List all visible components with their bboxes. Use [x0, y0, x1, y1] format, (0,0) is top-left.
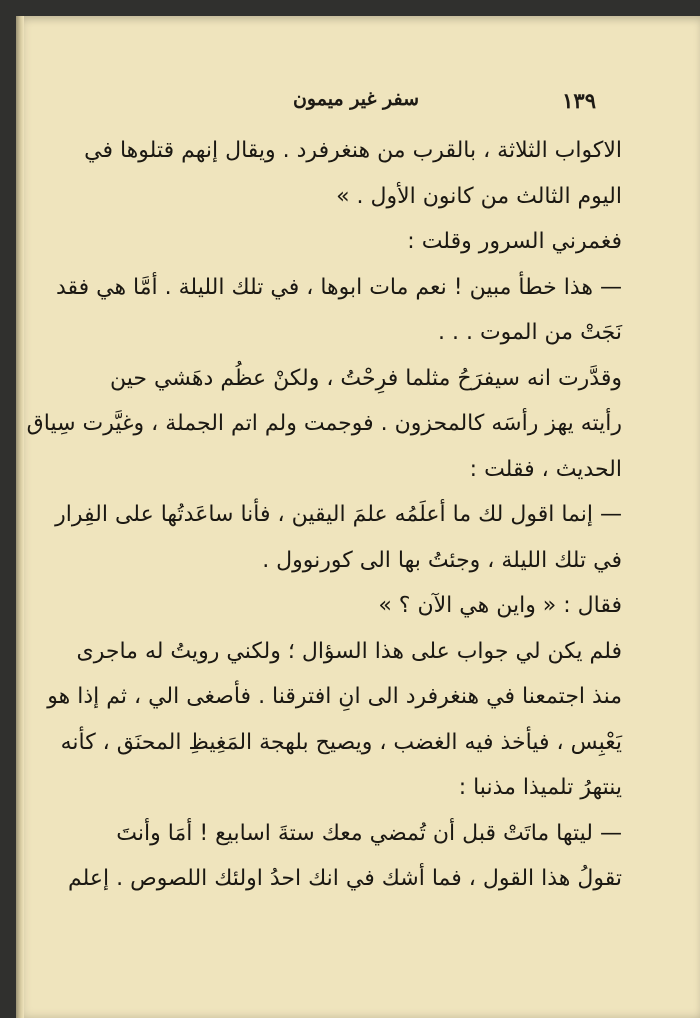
text-line: نَجَتْ من الموت . . . [437, 320, 622, 345]
text-line: في تلك الليلة ، وجئتُ بها الى كورنوول . [262, 547, 622, 573]
page-number: ١٣٩ [562, 88, 596, 113]
text-line: — ليتها ماتَتْ قبل أن تُمضي معك ستةَ اسابيع ! أمَا وأنتَ [116, 820, 622, 846]
text-line: ينتهرُ تلميذا مذنبا : [458, 775, 622, 800]
book-page [16, 16, 700, 1018]
running-title: سفر غير ميمون [292, 88, 420, 110]
text-line: — إنما اقول لك ما أعلَمُه علمَ اليقين ، فأنا ساعَدتُها على الفِرار [55, 502, 622, 527]
text-line: اليوم الثالث من كانون الأول . » [336, 183, 622, 209]
text-line: يَعْبِس ، فيأخذ فيه الغضب ، ويصيح بلهجة المَغِيظِ المحنَق ، كأنه [60, 729, 622, 755]
page-gutter-shadow [16, 16, 24, 1018]
text-line: تقولُ هذا القول ، فما أشك في انك احدُ اولئك اللصوص . إعلم [67, 866, 622, 891]
text-line: فغمرني السرور وقلت : [407, 229, 622, 254]
text-line: فلم يكن لي جواب على هذا السؤال ؛ ولكني رويتُ له ماجرى [76, 638, 622, 664]
text-line: رأيته يهز رأسَه كالمحزون . فوجمت ولم اتم الجملة ، وغيَّرت سِياق [26, 411, 622, 436]
text-line: الحديث ، فقلت : [469, 456, 622, 482]
text-line: وقدَّرت انه سيفرَحُ مثلما فرِحْتُ ، ولكنْ عظُم دهَشي حين [109, 365, 622, 391]
text-line: فقال : « واين هي الآن ؟ » [378, 593, 622, 618]
page-header [116, 88, 596, 124]
text-line: منذ اجتمعنا في هنغرفرد الى انِ افترقنا . فأصغى الي ، ثم إذا هو [47, 684, 622, 709]
text-line: — هذا خطأ مبين ! نعم مات ابوها ، في تلك الليلة . أمَّا هي فقد [55, 274, 622, 300]
body-text [26, 128, 622, 902]
text-line: الاكواب الثلاثة ، بالقرب من هنغرفرد . ويقال إنهم قتلوها في [84, 138, 622, 163]
